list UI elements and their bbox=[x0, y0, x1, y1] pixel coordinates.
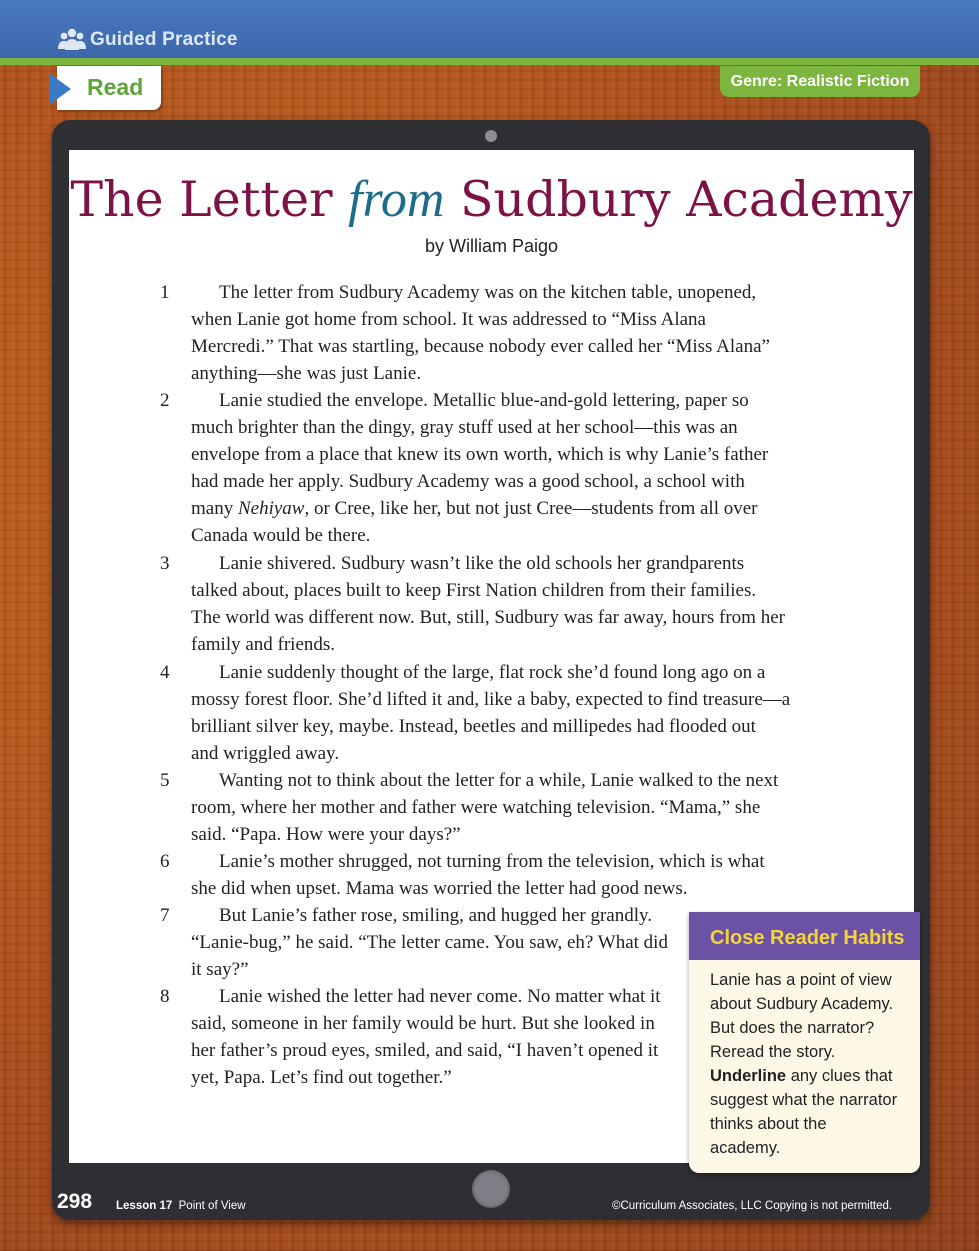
lesson-topic: Point of View bbox=[178, 1200, 246, 1212]
copyright-notice: ©Curriculum Associates, LLC Copying is not permitted. bbox=[612, 1200, 893, 1212]
close-reader-line: thinks about the bbox=[710, 1115, 827, 1133]
lesson-number: Lesson 17 bbox=[116, 1200, 173, 1212]
paragraph-line: had made her apply. Sudbury Academy was a good school, a school with bbox=[191, 471, 745, 492]
paragraph-line: family and friends. bbox=[191, 634, 336, 655]
paragraph-line: yet, Papa. Let’s find out together.” bbox=[191, 1067, 452, 1088]
paragraph-line: anything—she was just Lanie. bbox=[191, 363, 422, 384]
story-byline: by William Paigo bbox=[424, 236, 559, 256]
paragraph-line: The world was different now. But, still, Sudbury was far away, hours from her bbox=[191, 607, 785, 628]
paragraph-line: But Lanie’s father rose, smiling, and hugged her grandly. bbox=[219, 905, 653, 926]
paragraph-line: Lanie suddenly thought of the large, flat rock she’d found long ago on a bbox=[219, 662, 766, 683]
paragraph-line: said. “Papa. How were your days?” bbox=[191, 824, 461, 845]
paragraph-number: 7 bbox=[160, 905, 170, 926]
paragraph-line: Mercredi.” That was startling, because nobody ever called her “Miss Alana” bbox=[191, 336, 770, 357]
paragraph-line: Lanie studied the envelope. Metallic blue-and-gold lettering, paper so bbox=[219, 390, 749, 411]
paragraph-line: brilliant silver key, maybe. Instead, beetles and millipedes had flooded out bbox=[191, 716, 756, 737]
camera-icon bbox=[485, 130, 497, 142]
paragraph-text bbox=[191, 659, 790, 767]
paragraph-text bbox=[191, 279, 770, 387]
cree-word: Nehiyaw bbox=[237, 498, 305, 519]
home-button bbox=[472, 1170, 510, 1208]
close-reader-line: Lanie has a point of view bbox=[710, 971, 892, 989]
paragraph-line: Lanie shivered. Sudbury wasn’t like the old schools her grandparents bbox=[219, 553, 745, 574]
paragraph-line: The letter from Sudbury Academy was on the kitchen table, unopened, bbox=[219, 282, 757, 303]
story-title bbox=[69, 168, 914, 232]
paragraph-line: it say?” bbox=[191, 959, 249, 980]
paragraph-line: talked about, places built to keep First Nation children from their families. bbox=[191, 580, 757, 601]
paragraph-text bbox=[191, 902, 668, 983]
paragraph-line: much brighter than the dingy, gray stuff used at her school—this was an bbox=[191, 417, 738, 438]
paragraph-number: 1 bbox=[160, 282, 170, 303]
close-reader-title: Close Reader Habits bbox=[689, 912, 920, 960]
paragraph-text bbox=[191, 848, 765, 902]
paragraph-line: mossy forest floor. She’d lifted it and, like a baby, expected to find treasure—a bbox=[191, 689, 791, 710]
page-number: 298 bbox=[57, 1190, 93, 1213]
paragraph-line: her father’s proud eyes, smiled, and said, “I haven’t opened it bbox=[191, 1040, 659, 1061]
paragraph-line: when Lanie got home from school. It was addressed to “Miss Alana bbox=[191, 309, 706, 330]
title-part-3: Sudbury Academy bbox=[459, 171, 913, 228]
lesson-label bbox=[116, 1200, 246, 1212]
section-label: Guided Practice bbox=[90, 29, 238, 50]
paragraph-text bbox=[191, 550, 785, 658]
close-reader-line-rest: any clues that bbox=[786, 1067, 893, 1085]
title-part-1: The Letter bbox=[70, 171, 333, 228]
play-arrow-icon bbox=[49, 73, 71, 110]
paragraph-line: “Lanie-bug,” he said. “The letter came. You saw, eh? What did bbox=[191, 932, 668, 953]
paragraph-number: 5 bbox=[160, 770, 170, 791]
paragraph-number: 8 bbox=[160, 986, 170, 1007]
paragraph-line: Lanie’s mother shrugged, not turning from the television, which is what bbox=[219, 851, 765, 872]
paragraph-line: she did when upset. Mama was worried the letter had good news. bbox=[191, 878, 688, 899]
close-reader-line: suggest what the narrator bbox=[710, 1091, 898, 1109]
group-icon bbox=[58, 28, 86, 55]
close-reader-text bbox=[710, 968, 915, 1160]
close-reader-line: But does the narrator? bbox=[710, 1019, 875, 1037]
paragraph-text bbox=[191, 767, 778, 848]
paragraph-number: 2 bbox=[160, 390, 170, 411]
paragraph-line: many Nehiyaw, or Cree, like her, but not just Cree—students from all over bbox=[191, 498, 758, 519]
close-reader-line: about Sudbury Academy. bbox=[710, 995, 894, 1013]
paragraph-text bbox=[191, 983, 661, 1091]
paragraph-line: Canada would be there. bbox=[191, 525, 371, 546]
paragraph-text bbox=[191, 387, 768, 549]
header-stripe bbox=[0, 58, 979, 65]
paragraph-line: said, someone in her family would be hurt. But she looked in bbox=[191, 1013, 655, 1034]
paragraph-number: 4 bbox=[160, 662, 170, 683]
underline-keyword: Underline bbox=[710, 1067, 787, 1085]
paragraph-line: envelope from a place that knew its own worth, which is why Lanie’s father bbox=[191, 444, 769, 465]
paragraph-line: room, where her mother and father were watching television. “Mama,” she bbox=[191, 797, 761, 818]
read-tab-label: Read bbox=[87, 74, 144, 100]
paragraph-number: 3 bbox=[160, 553, 170, 574]
paragraph-line: and wriggled away. bbox=[191, 743, 340, 764]
close-reader-line bbox=[710, 1064, 915, 1088]
close-reader-line: Reread the story. bbox=[710, 1043, 836, 1061]
genre-tag: Genre: Realistic Fiction bbox=[720, 66, 920, 97]
close-reader-line: academy. bbox=[710, 1139, 781, 1157]
title-part-2: from bbox=[348, 171, 445, 228]
paragraph-number: 6 bbox=[160, 851, 170, 872]
paragraph-line: Wanting not to think about the letter for a while, Lanie walked to the next bbox=[219, 770, 779, 791]
paragraph-line: Lanie wished the letter had never come. No matter what it bbox=[219, 986, 661, 1007]
